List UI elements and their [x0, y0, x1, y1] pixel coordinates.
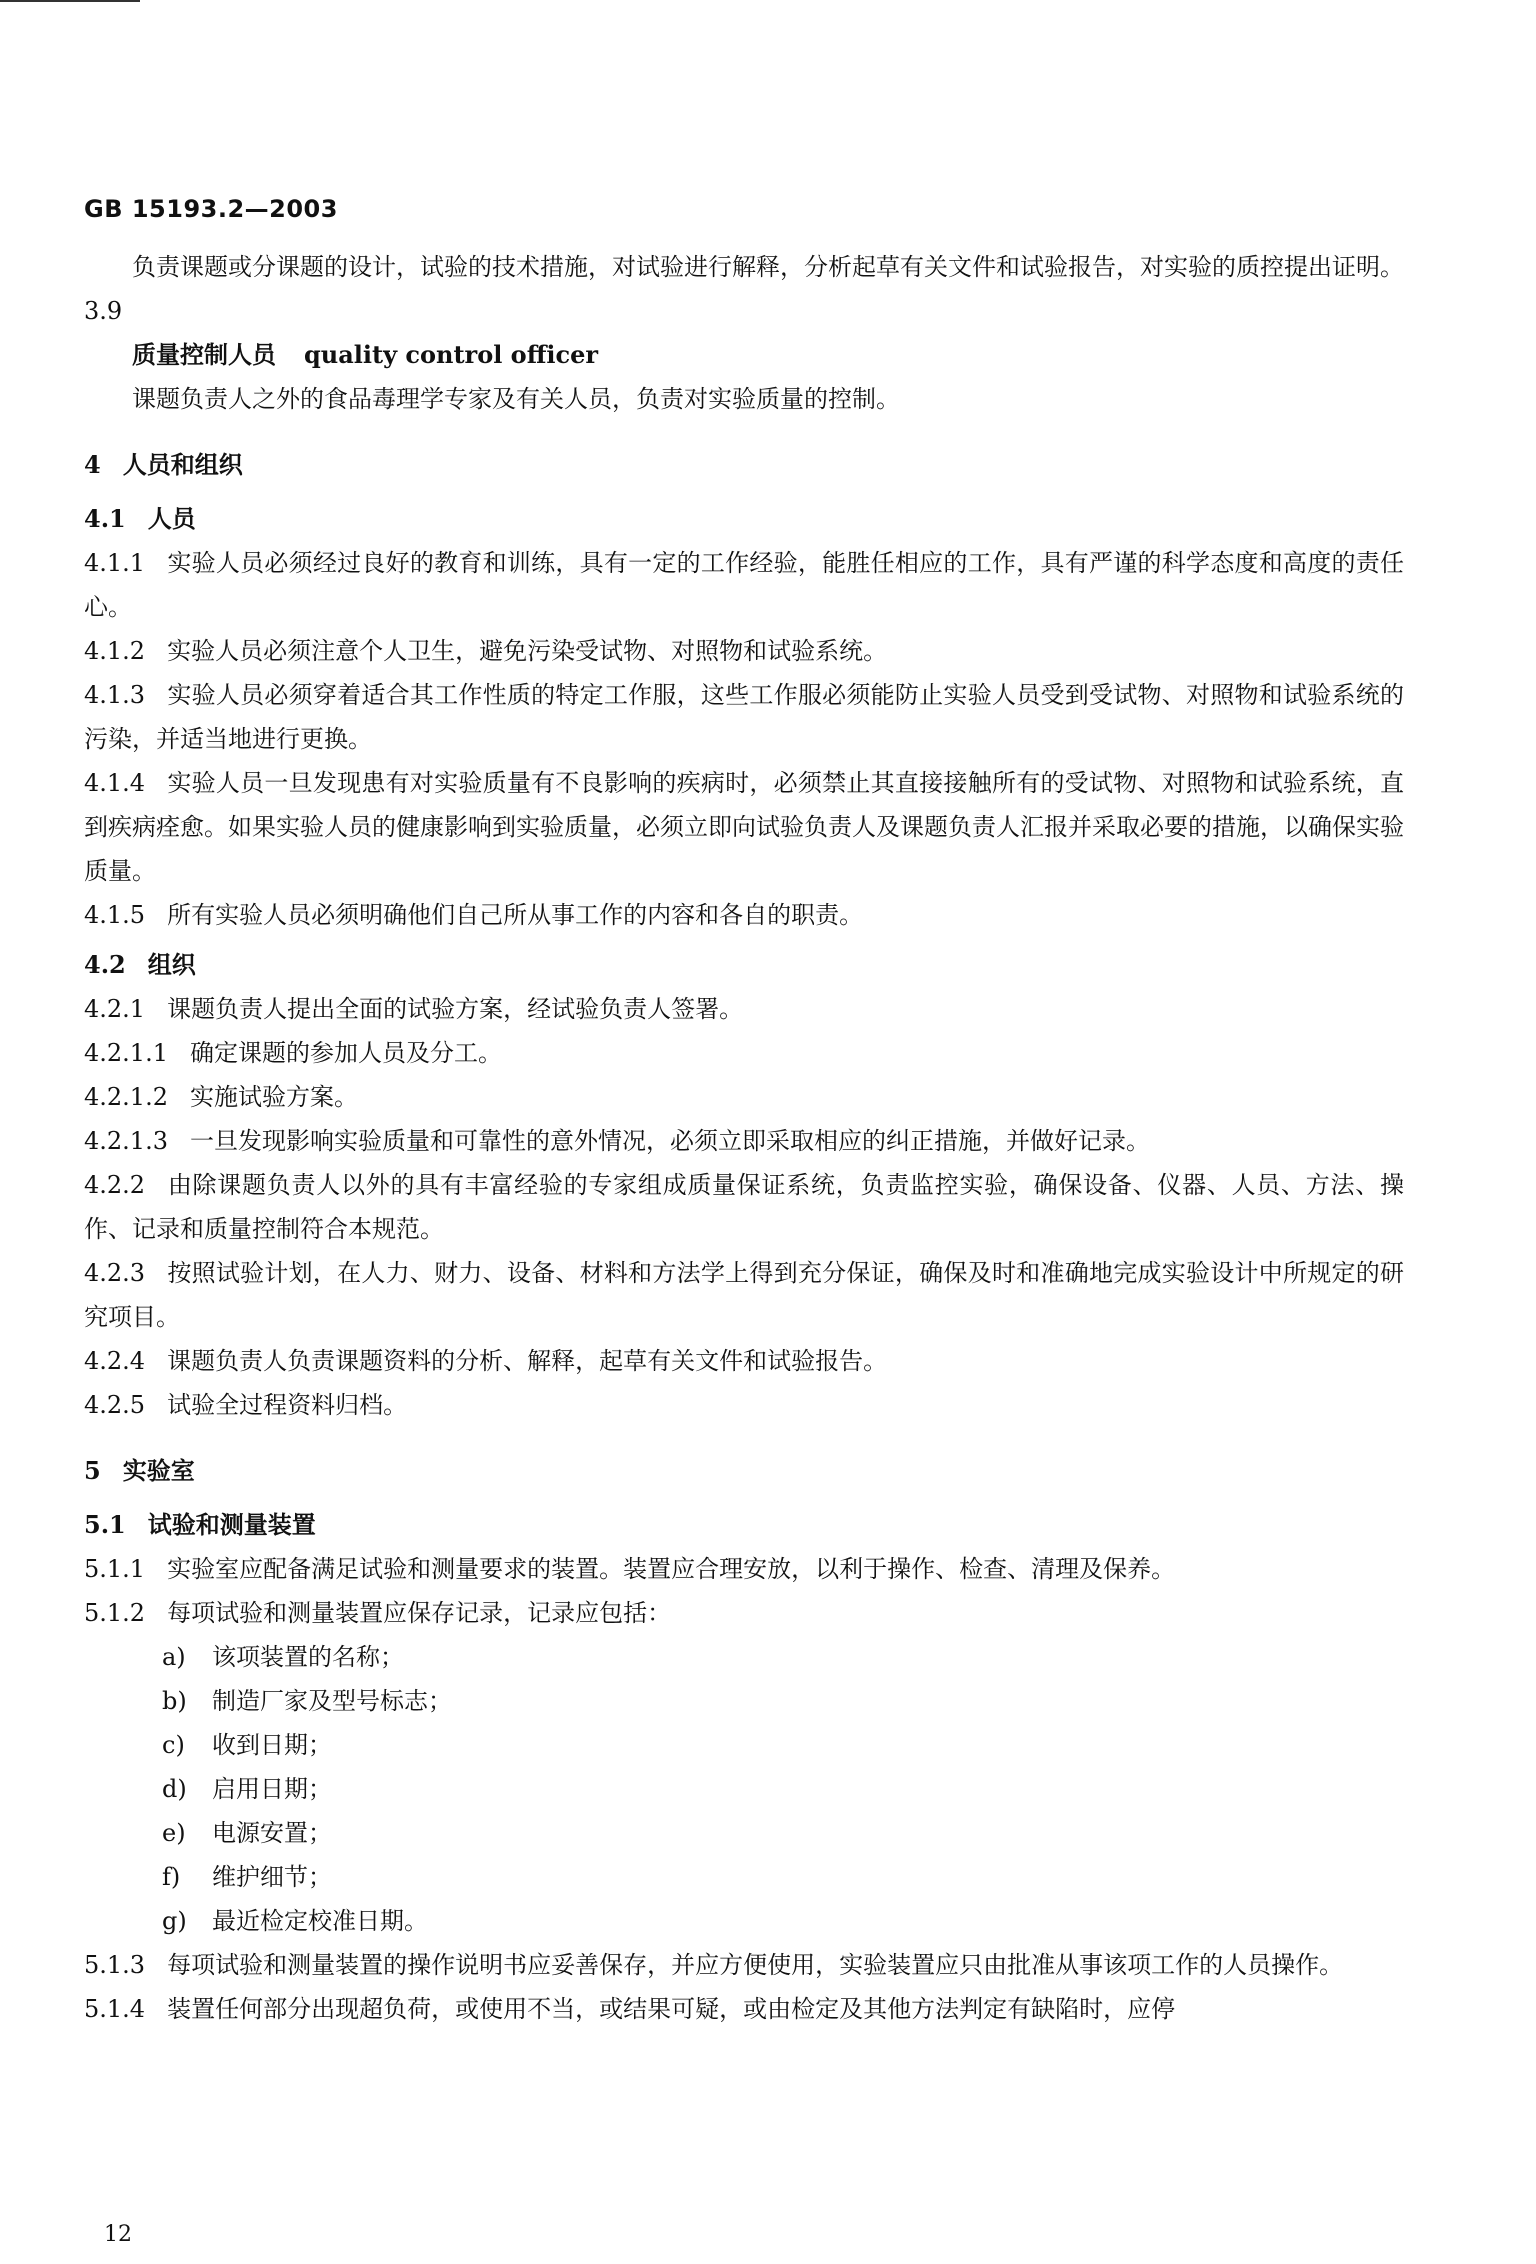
clause-number: 4.2.1.1: [84, 1039, 168, 1067]
clause-4-2-2: [84, 1163, 1404, 1251]
clause-text: 一旦发现影响实验质量和可靠性的意外情况，必须立即采取相应的纠正措施，并做好记录。: [189, 1127, 1150, 1155]
standard-code: GB 15193.2—2003: [84, 195, 338, 223]
clause-text: 确定课题的参加人员及分工。: [189, 1039, 502, 1067]
term-definition: 课题负责人之外的食品毒理学专家及有关人员，负责对实验质量的控制。: [132, 385, 900, 413]
clause-5-1-3: [84, 1943, 1404, 1987]
clause-5-1-1: [84, 1547, 1404, 1591]
term-zh: 质量控制人员: [132, 340, 276, 369]
section-title: 人员: [147, 504, 196, 533]
list-text: 电源安置；: [212, 1819, 332, 1847]
clause-3-9-number: 3.9: [84, 297, 123, 325]
list-marker: a): [162, 1643, 186, 1671]
clause-text: 课题负责人负责课题资料的分析、解释，起草有关文件和试验报告。: [167, 1347, 888, 1375]
clause-4-1-1: [84, 541, 1404, 629]
section-number: 4: [84, 450, 101, 479]
clause-number: 5.1.4: [84, 1995, 146, 2023]
section-number: 4.1: [84, 504, 126, 533]
clause-text: 每项试验和测量装置的操作说明书应妥善保存，并应方便使用，实验装置应只由批准从事该项工作的人员操作。: [167, 1951, 1344, 1979]
list-marker: d): [162, 1775, 187, 1803]
list-item: [84, 1899, 1404, 1943]
section-title: 组织: [147, 950, 196, 979]
list-text: 维护细节；: [212, 1863, 332, 1891]
page-number: 12: [104, 2222, 132, 2247]
section-title: 实验室: [122, 1456, 195, 1485]
clause-4-1-3: [84, 673, 1404, 761]
clause-text: 实验室应配备满足试验和测量要求的装置。装置应合理安放，以利于操作、检查、清理及保养。: [167, 1555, 1176, 1583]
clause-text: 由除课题负责人以外的具有丰富经验的专家组成质量保证系统，负责监控实验，确保设备、仪器、人员、方法、操作、记录和质量控制符合本规范。: [84, 1171, 1404, 1243]
term-quality-control-officer: [84, 333, 1404, 377]
paragraph-continued: 负责课题或分课题的设计，试验的技术措施，对试验进行解释，分析起草有关文件和试验报告，对实验的质控提出证明。: [132, 253, 1404, 281]
clause-text: 实验人员必须注意个人卫生，避免污染受试物、对照物和试验系统。: [167, 637, 888, 665]
clause-number: 5.1.3: [84, 1951, 146, 1979]
section-4-heading: [84, 443, 1404, 487]
clause-number: 4.1.5: [84, 901, 146, 929]
top-rule: [0, 0, 140, 2]
clause-text: 课题负责人提出全面的试验方案，经试验负责人签署。: [167, 995, 744, 1023]
clause-number: 4.1.2: [84, 637, 146, 665]
list-marker: e): [162, 1819, 186, 1847]
clause-number: 4.2.1.3: [84, 1127, 168, 1155]
list-marker: c): [162, 1731, 185, 1759]
clause-number: 4.2.4: [84, 1347, 146, 1375]
clause-4-1-4: [84, 761, 1404, 893]
list-text: 收到日期；: [212, 1731, 332, 1759]
section-number: 4.2: [84, 950, 126, 979]
clause-number: 4.2.1: [84, 995, 146, 1023]
section-5-1-heading: [84, 1503, 1404, 1547]
clause-text: 每项试验和测量装置应保存记录，记录应包括：: [167, 1599, 672, 1627]
list-item: [84, 1723, 1404, 1767]
clause-text: 所有实验人员必须明确他们自己所从事工作的内容和各自的职责。: [167, 901, 864, 929]
document-page: [84, 195, 1404, 2031]
clause-text: 实验人员一旦发现患有对实验质量有不良影响的疾病时，必须禁止其直接接触所有的受试物、对照物和试验系统，直到疾病痊愈。如果实验人员的健康影响到实验质量，必须立即向试验负责人及课题负责人汇报并采取必要的措施，以确保实验质量。: [84, 769, 1404, 885]
list-text: 制造厂家及型号标志；: [212, 1687, 452, 1715]
list-item: [84, 1811, 1404, 1855]
clause-number: 4.1.3: [84, 681, 146, 709]
clause-5-1-2: [84, 1591, 1404, 1635]
clause-5-1-4: [84, 1987, 1404, 2031]
section-title: 人员和组织: [122, 450, 243, 479]
section-4-2-heading: [84, 943, 1404, 987]
clause-number: 4.1.1: [84, 549, 146, 577]
clause-4-2-1-2: [84, 1075, 1404, 1119]
clause-number: 4.1.4: [84, 769, 146, 797]
list-marker: b): [162, 1687, 187, 1715]
list-marker: f): [162, 1863, 181, 1891]
section-title: 试验和测量装置: [147, 1510, 316, 1539]
clause-4-2-4: [84, 1339, 1404, 1383]
clause-text: 装置任何部分出现超负荷，或使用不当，或结果可疑，或由检定及其他方法判定有缺陷时，应停: [167, 1995, 1176, 2023]
clause-text: 实验人员必须经过良好的教育和训练，具有一定的工作经验，能胜任相应的工作，具有严谨的科学态度和高度的责任心。: [84, 549, 1404, 621]
clause-text: 实施试验方案。: [189, 1083, 358, 1111]
list-item: [84, 1855, 1404, 1899]
list-item: [84, 1635, 1404, 1679]
list-text: 启用日期；: [212, 1775, 332, 1803]
clause-text: 实验人员必须穿着适合其工作性质的特定工作服，这些工作服必须能防止实验人员受到受试物、对照物和试验系统的污染，并适当地进行更换。: [84, 681, 1404, 753]
section-5-heading: [84, 1449, 1404, 1493]
clause-4-2-3: [84, 1251, 1404, 1339]
clause-4-1-2: [84, 629, 1404, 673]
clause-text: 试验全过程资料归档。: [167, 1391, 408, 1419]
list-item: [84, 1679, 1404, 1723]
term-en: quality control officer: [304, 340, 599, 369]
section-number: 5.1: [84, 1510, 126, 1539]
clause-text: 按照试验计划，在人力、财力、设备、材料和方法学上得到充分保证，确保及时和准确地完成实验设计中所规定的研究项目。: [84, 1259, 1404, 1331]
clause-number: 4.2.1.2: [84, 1083, 168, 1111]
clause-number: 4.2.5: [84, 1391, 146, 1419]
clause-4-1-5: [84, 893, 1404, 937]
list-text: 最近检定校准日期。: [212, 1907, 428, 1935]
section-4-1-heading: [84, 497, 1404, 541]
list-marker: g): [162, 1907, 187, 1935]
list-text: 该项装置的名称；: [212, 1643, 404, 1671]
section-number: 5: [84, 1456, 101, 1485]
clause-4-2-1-1: [84, 1031, 1404, 1075]
clause-number: 4.2.2: [84, 1171, 146, 1199]
clause-4-2-1-3: [84, 1119, 1404, 1163]
clause-number: 4.2.3: [84, 1259, 146, 1287]
clause-4-2-1: [84, 987, 1404, 1031]
clause-number: 5.1.1: [84, 1555, 146, 1583]
list-item: [84, 1767, 1404, 1811]
clause-number: 5.1.2: [84, 1599, 146, 1627]
clause-4-2-5: [84, 1383, 1404, 1427]
